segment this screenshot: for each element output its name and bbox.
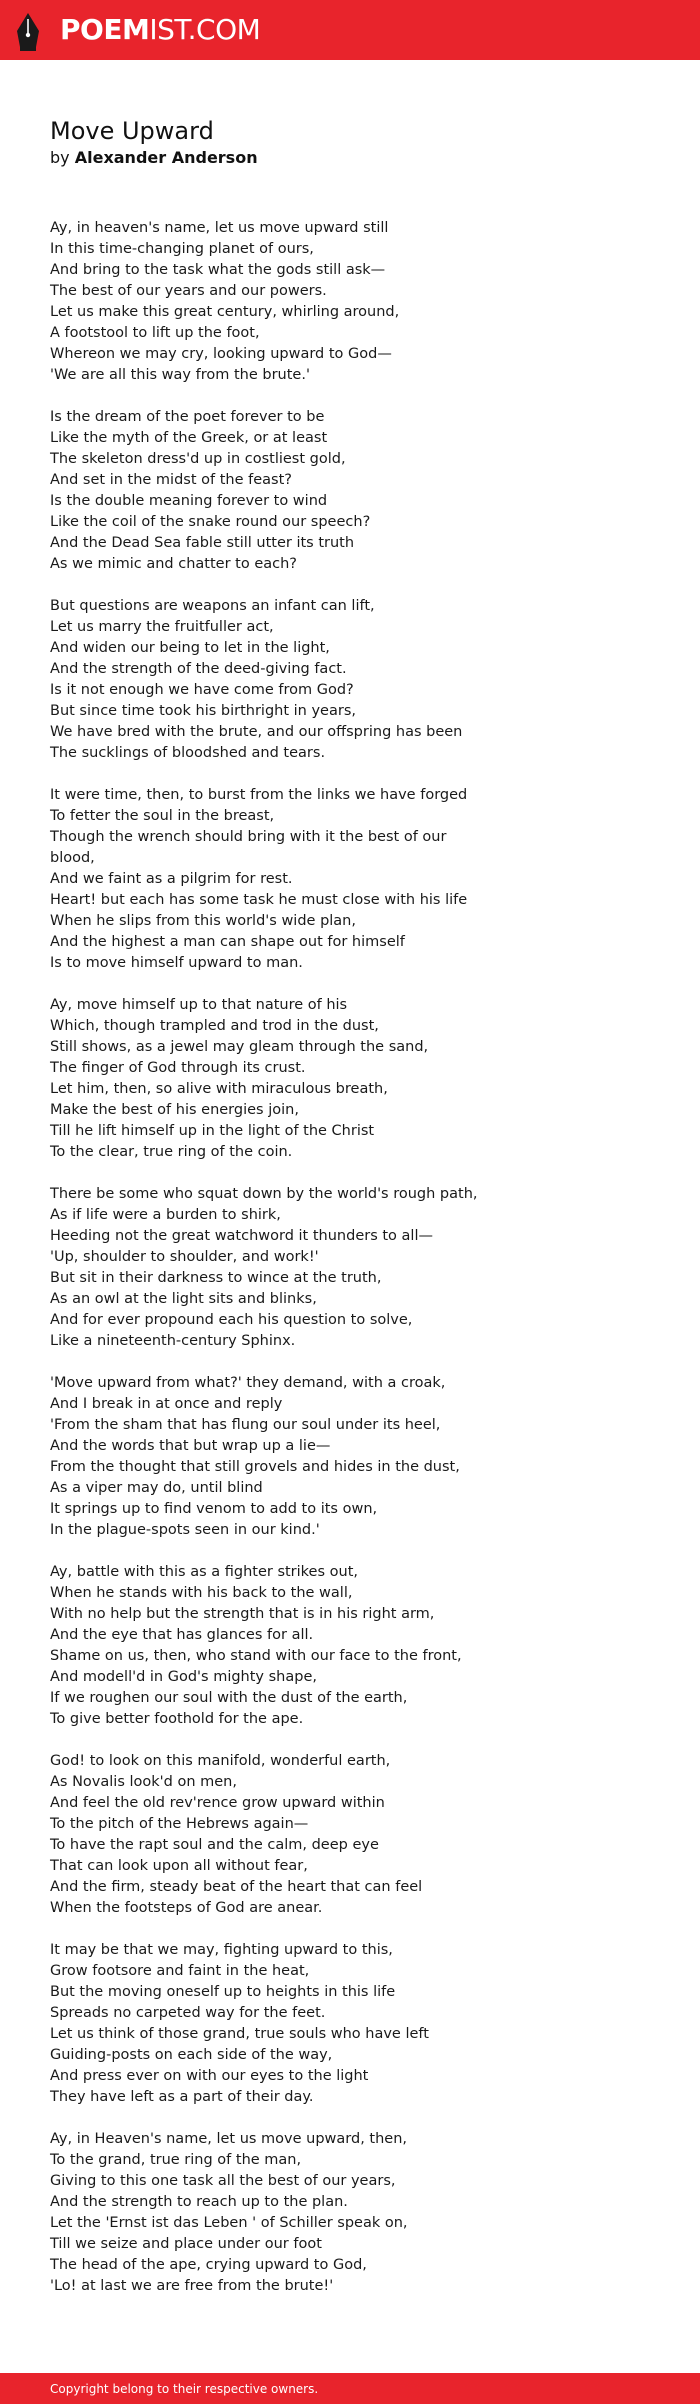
poem-line: From the thought that still grovels and hides in the dust, bbox=[50, 1459, 460, 1475]
poem-line: Ay, in Heaven's name, let us move upward, then, bbox=[50, 2131, 408, 2147]
poem-line: And bring to the task what the gods still ask— bbox=[50, 262, 386, 278]
poem-line: Heeding not the great watchword it thunders to all— bbox=[50, 1228, 433, 1244]
poem-line: Is the dream of the poet forever to be bbox=[50, 409, 325, 425]
stanza bbox=[50, 1562, 670, 1730]
poem-line: To have the rapt soul and the calm, deep eye bbox=[50, 1837, 379, 1853]
poem-line: Grow footsore and faint in the heat, bbox=[50, 1963, 310, 1979]
poem-title: Move Upward bbox=[50, 117, 214, 145]
poem-line: It may be that we may, fighting upward to this, bbox=[50, 1942, 393, 1958]
byline bbox=[50, 147, 258, 169]
poem-line: When he stands with his back to the wall, bbox=[50, 1585, 353, 1601]
poem-line: To the grand, true ring of the man, bbox=[50, 2152, 302, 2168]
poem-line: God! to look on this manifold, wonderful earth, bbox=[50, 1753, 391, 1769]
poem-line: Spreads no carpeted way for the feet. bbox=[50, 2005, 326, 2021]
poem-line: And we faint as a pilgrim for rest. bbox=[50, 871, 293, 887]
poem-line: Whereon we may cry, looking upward to God— bbox=[50, 346, 392, 362]
poem-line: When the footsteps of God are anear. bbox=[50, 1900, 323, 1916]
poem-line: They have left as a part of their day. bbox=[50, 2089, 314, 2105]
poem-line: Like the myth of the Greek, or at least bbox=[50, 430, 328, 446]
poem-line: Guiding-posts on each side of the way, bbox=[50, 2047, 333, 2063]
poem-line: And the eye that has glances for all. bbox=[50, 1627, 314, 1643]
poem-line: In this time-changing planet of ours, bbox=[50, 241, 314, 257]
stanza bbox=[50, 1940, 670, 2108]
poem-line: And widen our being to let in the light, bbox=[50, 640, 330, 656]
poem-line: Let us make this great century, whirling around, bbox=[50, 304, 400, 320]
poem-line: And modell'd in God's mighty shape, bbox=[50, 1669, 317, 1685]
poem-line: When he slips from this world's wide plan, bbox=[50, 913, 356, 929]
stanza bbox=[50, 995, 670, 1163]
poem-line: The head of the ape, crying upward to God, bbox=[50, 2257, 367, 2273]
poem-line: Let him, then, so alive with miraculous breath, bbox=[50, 1081, 388, 1097]
poem-line: And I break in at once and reply bbox=[50, 1396, 283, 1412]
poem-line: But questions are weapons an infant can lift, bbox=[50, 598, 375, 614]
poem-line: As a viper may do, until blind bbox=[50, 1480, 263, 1496]
poem-line: To fetter the soul in the breast, bbox=[50, 808, 275, 824]
poem-line: To the clear, true ring of the coin. bbox=[50, 1144, 293, 1160]
poem-line: Though the wrench should bring with it the best of our blood, bbox=[50, 829, 447, 866]
poem-line: As we mimic and chatter to each? bbox=[50, 556, 297, 572]
poem-line: The sucklings of bloodshed and tears. bbox=[50, 745, 326, 761]
poem-line: Heart! but each has some task he must close with his life bbox=[50, 892, 468, 908]
poem-line: Let us marry the fruitfuller act, bbox=[50, 619, 274, 635]
poem-line: With no help but the strength that is in his right arm, bbox=[50, 1606, 435, 1622]
poem-line: And the words that but wrap up a lie— bbox=[50, 1438, 331, 1454]
site-footer bbox=[0, 2373, 700, 2404]
poem-line: 'Move upward from what?' they demand, with a croak, bbox=[50, 1375, 446, 1391]
poem-line: The skeleton dress'd up in costliest gold, bbox=[50, 451, 346, 467]
stanza bbox=[50, 407, 670, 575]
poem-line: 'Up, shoulder to shoulder, and work!' bbox=[50, 1249, 319, 1265]
poem-line: Like a nineteenth-century Sphinx. bbox=[50, 1333, 296, 1349]
poem-line: That can look upon all without fear, bbox=[50, 1858, 308, 1874]
poem-line: Is to move himself upward to man. bbox=[50, 955, 303, 971]
poem-line: Till he lift himself up in the light of the Christ bbox=[50, 1123, 375, 1139]
poem-line: Still shows, as a jewel may gleam through the sand, bbox=[50, 1039, 429, 1055]
poem-line: If we roughen our soul with the dust of the earth, bbox=[50, 1690, 408, 1706]
poem-line: The finger of God through its crust. bbox=[50, 1060, 306, 1076]
poem-line: And the Dead Sea fable still utter its truth bbox=[50, 535, 355, 551]
poem-line: Let us think of those grand, true souls who have left bbox=[50, 2026, 429, 2042]
poem-line: Make the best of his energies join, bbox=[50, 1102, 299, 1118]
logo-bold-text: POEM bbox=[60, 13, 150, 46]
poem-line: Like the coil of the snake round our speech? bbox=[50, 514, 371, 530]
poem-line: Let the 'Ernst ist das Leben ' of Schiller speak on, bbox=[50, 2215, 408, 2231]
stanza bbox=[50, 785, 670, 974]
poem-line: Giving to this one task all the best of our years, bbox=[50, 2173, 396, 2189]
poem-line: To give better foothold for the ape. bbox=[50, 1711, 304, 1727]
poem-line: The best of our years and our powers. bbox=[50, 283, 327, 299]
poem-line: We have bred with the brute, and our offspring has been bbox=[50, 724, 463, 740]
poem-line: Shame on us, then, who stand with our face to the front, bbox=[50, 1648, 462, 1664]
stanza bbox=[50, 596, 670, 764]
poem-line: And the highest a man can shape out for himself bbox=[50, 934, 405, 950]
poem-line: There be some who squat down by the world's rough path, bbox=[50, 1186, 478, 1202]
poem-line: As Novalis look'd on men, bbox=[50, 1774, 237, 1790]
poem-line: Ay, move himself up to that nature of his bbox=[50, 997, 348, 1013]
poem-line: Ay, battle with this as a fighter strikes out, bbox=[50, 1564, 358, 1580]
poem-line: As if life were a burden to shirk, bbox=[50, 1207, 281, 1223]
poem-line: And the firm, steady beat of the heart that can feel bbox=[50, 1879, 423, 1895]
poem-line: In the plague-spots seen in our kind.' bbox=[50, 1522, 320, 1538]
poem-line: But since time took his birthright in years, bbox=[50, 703, 356, 719]
poem-line: Ay, in heaven's name, let us move upward still bbox=[50, 220, 389, 236]
poem-line: It were time, then, to burst from the links we have forged bbox=[50, 787, 468, 803]
site-logo[interactable] bbox=[60, 14, 260, 46]
poem-line: Is it not enough we have come from God? bbox=[50, 682, 354, 698]
stanza bbox=[50, 2129, 670, 2297]
poem-line: 'We are all this way from the brute.' bbox=[50, 367, 310, 383]
stanza bbox=[50, 1184, 670, 1352]
poem-line: And set in the midst of the feast? bbox=[50, 472, 292, 488]
stanza bbox=[50, 218, 670, 386]
poem-line: 'From the sham that has flung our soul under its heel, bbox=[50, 1417, 441, 1433]
stanza bbox=[50, 1751, 670, 1919]
poem-line: Is the double meaning forever to wind bbox=[50, 493, 328, 509]
copyright-text: Copyright belong to their respective owners. bbox=[50, 2382, 319, 2396]
poem-line: And for ever propound each his question to solve, bbox=[50, 1312, 413, 1328]
poem-line: A footstool to lift up the foot, bbox=[50, 325, 260, 341]
pen-nib-icon bbox=[16, 13, 40, 51]
poem-line: But sit in their darkness to wince at the truth, bbox=[50, 1270, 382, 1286]
poem-line: And the strength to reach up to the plan. bbox=[50, 2194, 348, 2210]
poem-line: And feel the old rev'rence grow upward within bbox=[50, 1795, 385, 1811]
poem-line: Till we seize and place under our foot bbox=[50, 2236, 322, 2252]
poem-body bbox=[50, 218, 670, 2318]
poem-line: Which, though trampled and trod in the dust, bbox=[50, 1018, 379, 1034]
logo-light-text: IST.COM bbox=[149, 13, 261, 46]
poem-line: 'Lo! at last we are free from the brute!' bbox=[50, 2278, 334, 2294]
byline-prefix: by bbox=[50, 148, 70, 167]
poem-line: As an owl at the light sits and blinks, bbox=[50, 1291, 317, 1307]
stanza bbox=[50, 1373, 670, 1541]
poem-line: To the pitch of the Hebrews again— bbox=[50, 1816, 309, 1832]
poem-line: And the strength of the deed-giving fact. bbox=[50, 661, 347, 677]
author-name: Alexander Anderson bbox=[74, 148, 258, 167]
site-header bbox=[0, 0, 700, 60]
poem-line: It springs up to find venom to add to its own, bbox=[50, 1501, 378, 1517]
poem-line: And press ever on with our eyes to the light bbox=[50, 2068, 369, 2084]
poem-line: But the moving oneself up to heights in this life bbox=[50, 1984, 396, 2000]
